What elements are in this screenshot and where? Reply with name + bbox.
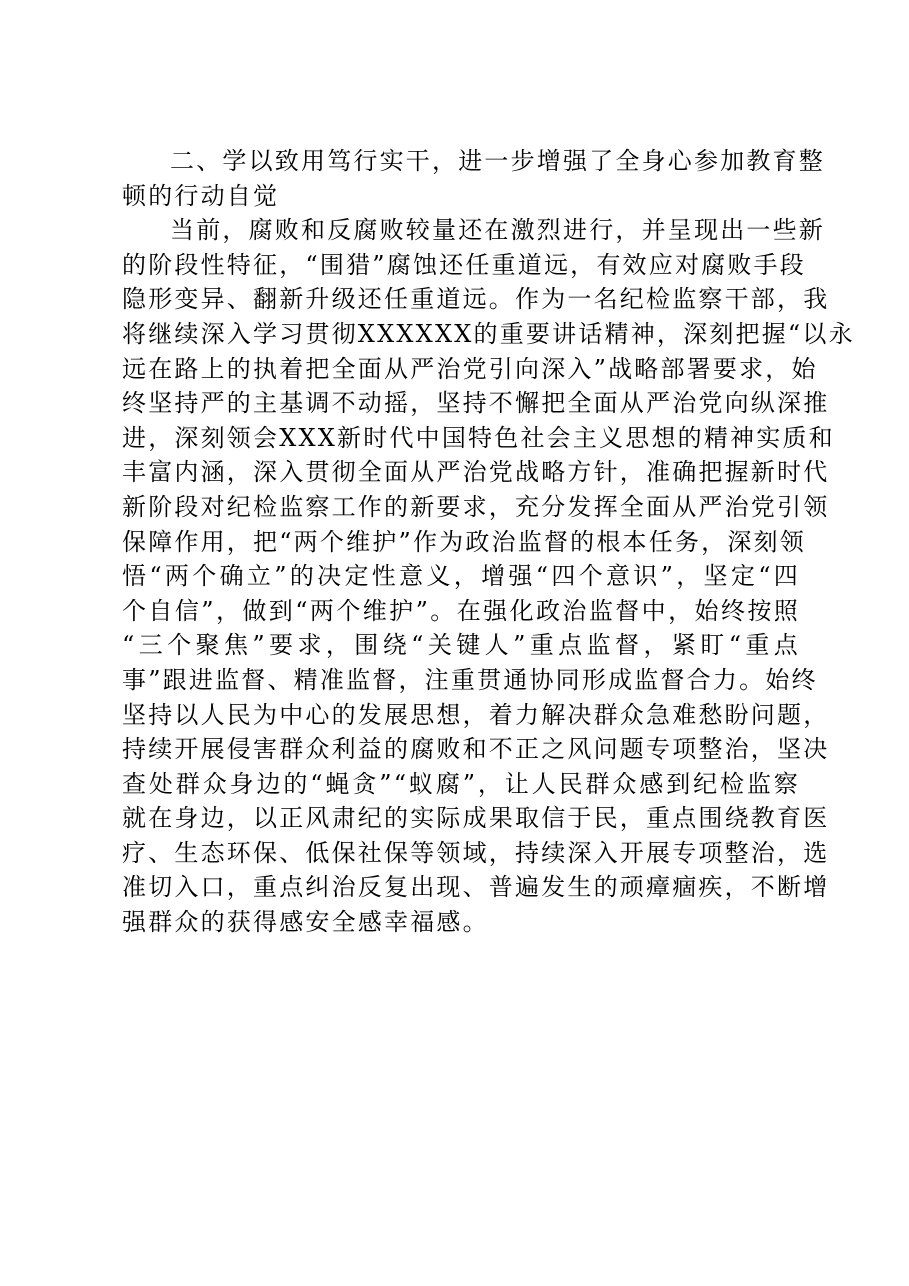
paragraph-line-4: 将继续深入学习贯彻XXXXXX的重要讲话精神，深刻把握“以永 [122, 319, 855, 348]
paragraph-line-10: 保障作用，把“两个维护”作为政治监督的根本任务，深刻领 [122, 527, 806, 556]
paragraph-line-17: 查处群众身边的“蝇贪”“蚁腐”，让人民群众感到纪检监察 [122, 769, 800, 798]
paragraph-line-20: 准切入口，重点纠治反复出现、普遍发生的顽瘴痼疾，不断增 [122, 873, 830, 902]
paragraph-line-3: 隐形变异、翻新升级还任重道远。作为一名纪检监察干部，我 [122, 285, 830, 314]
paragraph-line-5: 远在路上的执着把全面从严治党引向深入”战略部署要求，始 [122, 354, 818, 383]
paragraph-line-13: “三个聚焦”要求，围绕“关键人”重点监督，紧盯“重点 [122, 631, 800, 660]
paragraph-line-8: 丰富内涵，深入贯彻全面从严治党战略方针，准确把握新时代 [122, 458, 830, 487]
heading-line-1: 二、学以致用笃行实干，进一步增强了全身心参加教育整 [170, 147, 825, 175]
paragraph-line-19: 疗、生态环保、低保社保等领域，持续深入开展专项整治，选 [122, 838, 830, 867]
paragraph-line-2: 的阶段性特征，“围猎”腐蚀还任重道远，有效应对腐败手段 [122, 250, 806, 279]
paragraph-line-12: 个自信”，做到“两个维护”。在强化政治监督中，始终按照 [122, 596, 800, 625]
body-paragraph [122, 213, 855, 939]
paragraph-line-9: 新阶段对纪检监察工作的新要求，充分发挥全面从严治党引领 [122, 492, 830, 521]
paragraph-line-11: 悟“两个确立”的决定性意义，增强“四个意识”，坚定“四 [122, 562, 800, 591]
document-body [122, 144, 855, 940]
paragraph-line-21: 强群众的获得感安全感幸福感。 [122, 908, 489, 937]
paragraph-line-16: 持续开展侵害群众利益的腐败和不正之风问题专项整治，坚决 [122, 735, 830, 764]
section-heading [122, 144, 825, 213]
paragraph-line-1: 当前，腐败和反腐败较量还在激烈进行，并呈现出一些新 [170, 216, 825, 245]
heading-line-2: 顿的行动自觉 [122, 181, 280, 210]
paragraph-line-18: 就在身边，以正风肃纪的实际成果取信于民，重点围绕教育医 [122, 804, 830, 833]
paragraph-line-14: 事”跟进监督、精准监督，注重贯通协同形成监督合力。始终 [122, 665, 818, 694]
paragraph-line-15: 坚持以人民为中心的发展思想，着力解决群众急难愁盼问题， [122, 700, 830, 729]
paragraph-line-7: 进，深刻领会XXX新时代中国特色社会主义思想的精神实质和 [122, 423, 835, 452]
paragraph-line-6: 终坚持严的主基调不动摇，坚持不懈把全面从严治党向纵深推 [122, 389, 830, 418]
